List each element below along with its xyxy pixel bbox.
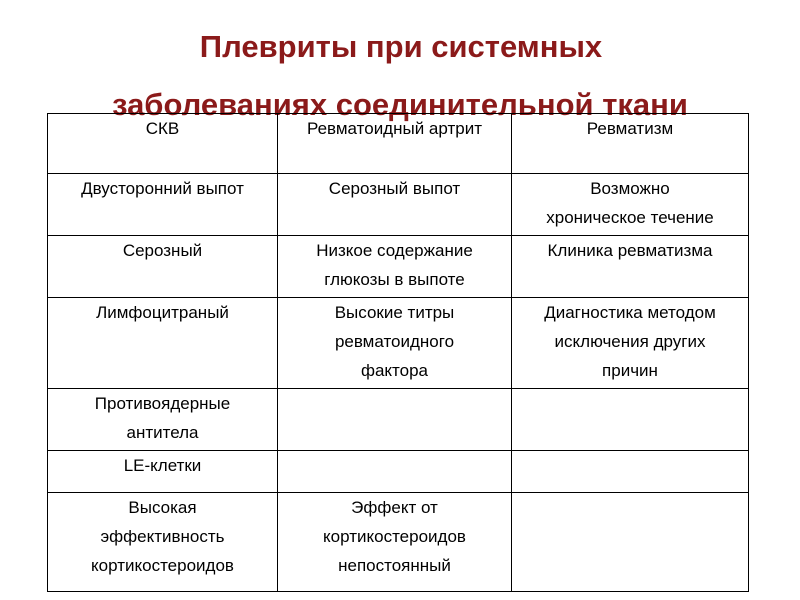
cell-rheumatism	[512, 298, 749, 389]
table-row	[48, 298, 749, 389]
cell-rheumatoid-arthritis-empty	[278, 389, 512, 451]
cell-line: Низкое содержание	[316, 241, 473, 260]
cell-skv	[48, 298, 278, 389]
cell-line: фактора	[360, 361, 429, 380]
cell-line: исключения других	[554, 332, 706, 351]
cell-rheumatoid-arthritis	[278, 493, 512, 592]
cell-rheumatoid-arthritis	[278, 174, 512, 236]
slide-title-line-2: заболеваниях соединительной ткани	[112, 87, 688, 122]
cell-line: Клиника ревматизма	[547, 241, 713, 260]
cell-line: Высокая	[128, 498, 197, 517]
cell-line: Противоядерные	[94, 394, 231, 413]
table-row	[48, 451, 749, 493]
cell-rheumatism-empty	[512, 451, 749, 493]
cell-line: LE-клетки	[123, 456, 202, 475]
header-skv: СКВ	[48, 114, 278, 174]
cell-skv	[48, 389, 278, 451]
cell-line: Серозный выпот	[328, 179, 461, 198]
cell-line: Лимфоцитраный	[96, 303, 229, 322]
cell-line: кортикостероидов	[91, 556, 234, 575]
cell-line: Двусторонний выпот	[81, 179, 244, 198]
slide-title-line-1: Плевриты при системных	[199, 29, 603, 64]
cell-line: непостоянный	[338, 556, 451, 575]
cell-line: Возможно	[590, 179, 670, 198]
cell-line: глюкозы в выпоте	[324, 270, 465, 289]
header-rheumatoid-arthritis: Ревматоидный артрит	[278, 114, 512, 174]
cell-rheumatism	[512, 174, 749, 236]
cell-skv	[48, 174, 278, 236]
cell-rheumatism	[512, 236, 749, 298]
cell-rheumatoid-arthritis	[278, 236, 512, 298]
table-row	[48, 493, 749, 592]
table-row	[48, 389, 749, 451]
cell-skv	[48, 451, 278, 493]
cell-rheumatoid-arthritis-empty	[278, 451, 512, 493]
cell-line: хроническое течение	[546, 208, 714, 227]
cell-line: антитела	[126, 423, 199, 442]
cell-line: Диагностика методом	[544, 303, 716, 322]
cell-line: Высокие титры	[334, 303, 455, 322]
header-rheumatism: Ревматизм	[512, 114, 749, 174]
cell-rheumatism-empty	[512, 389, 749, 451]
cell-skv	[48, 493, 278, 592]
cell-line: Серозный	[122, 241, 203, 260]
cell-line: кортикостероидов	[323, 527, 466, 546]
cell-rheumatism-empty	[512, 493, 749, 592]
cell-line: ревматоидного	[334, 332, 455, 351]
table-row	[48, 174, 749, 236]
cell-rheumatoid-arthritis	[278, 298, 512, 389]
table-header-row	[48, 114, 749, 174]
cell-line: эффективность	[100, 527, 225, 546]
comparison-table	[47, 113, 749, 592]
cell-skv	[48, 236, 278, 298]
cell-line: Эффект от	[351, 498, 438, 517]
table-row	[48, 236, 749, 298]
cell-line: причин	[602, 361, 658, 380]
